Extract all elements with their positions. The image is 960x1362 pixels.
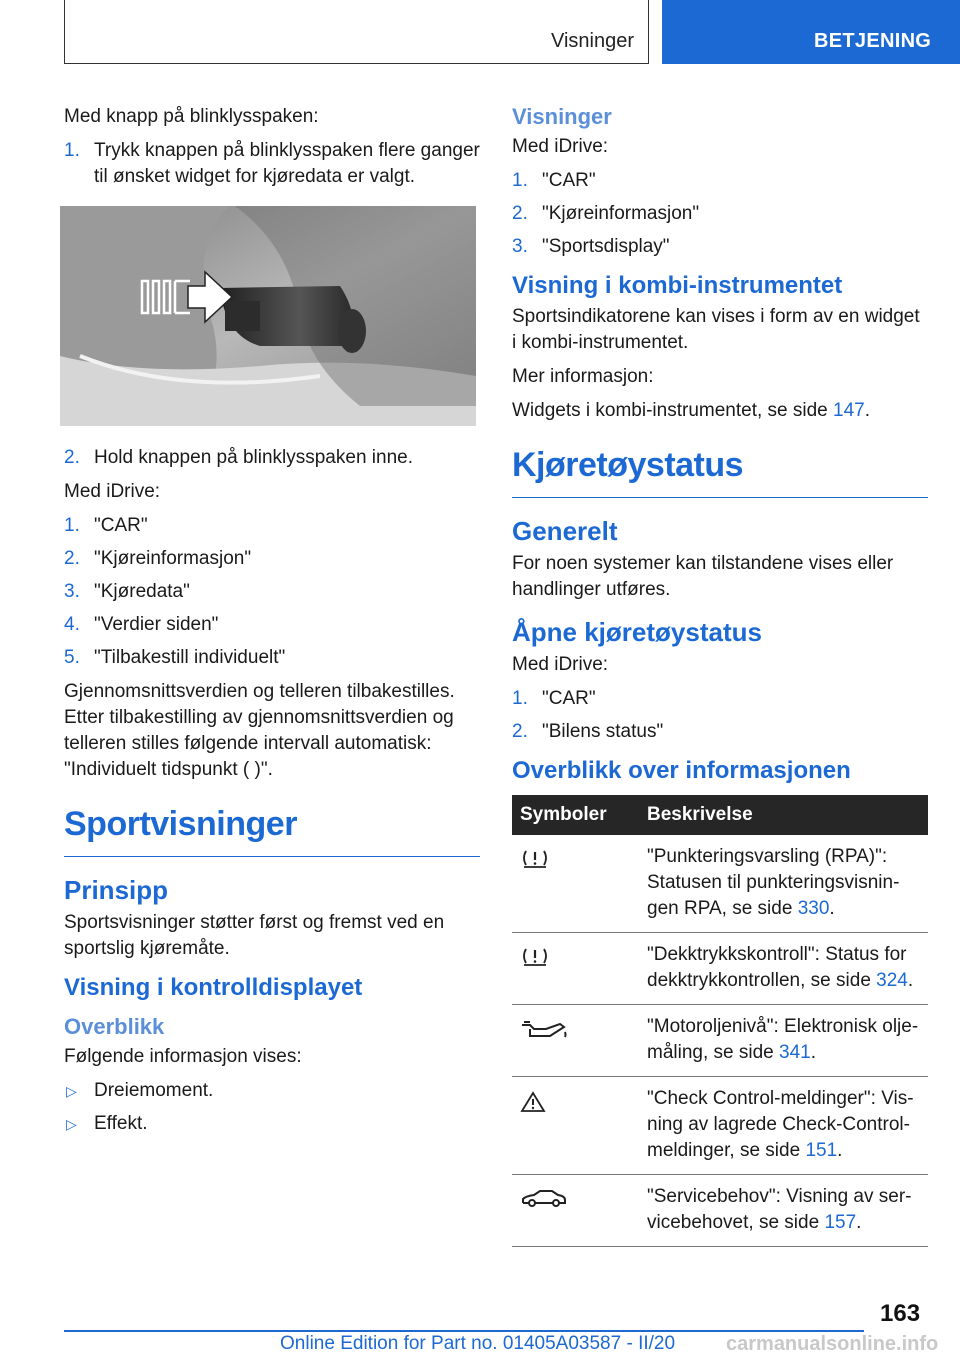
heading-prinsipp: Prinsipp	[64, 875, 169, 905]
info-bullets	[64, 1078, 480, 1137]
page-link[interactable]: 330	[797, 898, 830, 919]
tire-pressure-warning-icon	[520, 849, 550, 869]
tire-pressure-warning-icon	[520, 947, 550, 967]
col-description: Beskrivelse	[639, 795, 928, 835]
footer-edition: Online Edition for Part no. 01405A03587 - II/20	[280, 1333, 676, 1354]
heading-visninger: Visninger	[512, 104, 612, 129]
idrive-label: Med iDrive:	[512, 136, 609, 157]
right-column	[512, 104, 928, 1247]
watermark: carmanualsonline.info	[726, 1333, 939, 1355]
apne-steps	[512, 686, 928, 745]
col-symbol: Symboler	[512, 795, 639, 835]
list-item: 2. "Kjøreinformasjon"	[64, 548, 252, 569]
turn-signal-lever-photo	[60, 206, 476, 426]
car-service-icon	[520, 1189, 568, 1209]
triangle-bullet-icon: ▷	[66, 1116, 77, 1132]
oil-can-icon	[520, 1019, 568, 1041]
mer-info: Mer informasjon:	[512, 366, 654, 387]
list-item: ▷ Dreiemoment.	[64, 1078, 480, 1104]
heading-kjoretoystatus: Kjøretøystatus	[512, 446, 928, 498]
list-item: 5. "Tilbakestill individuelt"	[64, 647, 286, 668]
table-row: "Motoroljenivå": Elektronisk oljemåling, se side 341.	[512, 1005, 928, 1077]
generelt-text: For noen systemer kan tilstandene vises eller handlinger utføres.	[512, 553, 894, 600]
list-item: 2. "Bilens status"	[512, 721, 664, 742]
table-row: "Punkteringsvarsling (RPA)": Statusen til punkteringsvisningen RPA, se side 330.	[512, 835, 928, 933]
page-link[interactable]: 157	[824, 1212, 857, 1233]
list-item: 2. "Kjøreinformasjon"	[512, 203, 700, 224]
page-link[interactable]: 147	[833, 400, 865, 421]
page-link[interactable]: 324	[876, 970, 908, 991]
table-header-row	[512, 795, 928, 835]
steps-b	[64, 445, 480, 471]
page-link[interactable]: 151	[805, 1140, 838, 1161]
idrive-steps	[64, 513, 480, 671]
list-item: 3. "Sportsdisplay"	[512, 236, 670, 257]
header-chapter-tab: BETJENING	[662, 0, 960, 64]
triangle-bullet-icon: ▷	[66, 1083, 77, 1099]
heading-generelt: Generelt	[512, 516, 618, 546]
header-section-title: Visninger	[550, 30, 634, 52]
idrive-steps	[512, 168, 928, 260]
heading-apne-status: Åpne kjøretøystatus	[512, 617, 762, 647]
list-item: 1. Trykk knappen på blinklysspaken flere ganger til ønsket widget for kjøredata er valgt.	[64, 140, 480, 187]
list-item: ▷ Effekt.	[64, 1111, 480, 1137]
page-link[interactable]: 341	[779, 1042, 811, 1063]
page-number: 163	[880, 1300, 921, 1327]
overblikk-text: Følgende informasjon vises:	[64, 1046, 302, 1067]
list-item: 3. "Kjøredata"	[64, 581, 190, 602]
kombi-text: Sportsindikatorene kan vises i form av en widget i kombi-instrumentet.	[512, 306, 920, 353]
list-item: 1. "CAR"	[64, 515, 148, 536]
header-section-box	[64, 0, 649, 64]
footer-divider	[64, 1330, 864, 1332]
idrive-label: Med iDrive:	[64, 481, 161, 502]
intro-text: Med knapp på blinklysspaken:	[64, 106, 319, 127]
list-item: 1. "CAR"	[512, 170, 596, 191]
prinsipp-text: Sportsvisninger støtter først og fremst ved en sportslig kjøremåte.	[64, 912, 445, 959]
table-row: "Dekktrykkskontroll": Status for dekktrykkontrollen, se side 324.	[512, 933, 928, 1005]
list-item: 1. "CAR"	[512, 688, 596, 709]
steps-a	[64, 138, 480, 190]
status-table	[512, 795, 928, 1247]
table-row: "Servicebehov": Visning av servicebehovet, se side 157.	[512, 1175, 928, 1247]
heading-kontrolldisplay: Visning i kontrolldisplayet	[64, 974, 363, 1001]
reset-text: Gjennomsnittsverdien og telleren tilbakestilles. Etter tilbakestilling av gjennomsnittsverdien og telleren stilles følgende intervall automatisk: "Individuelt tidspunkt ( )".	[64, 681, 455, 780]
left-column	[64, 104, 480, 1145]
heading-overblikk: Overblikk	[64, 1014, 165, 1039]
heading-overblikk-info: Overblikk over informasjonen	[512, 757, 851, 784]
heading-kombi: Visning i kombi-instrumentet	[512, 272, 843, 299]
list-item: 4. "Verdier siden"	[64, 614, 219, 635]
list-item: 2. Hold knappen på blinklysspaken inne.	[64, 447, 413, 468]
heading-sportvisninger: Sportvisninger	[64, 805, 480, 857]
table-row: "Check Control-meldinger": Visning av lagrede Check-Control-meldinger, se side 151.	[512, 1077, 928, 1175]
apne-label: Med iDrive:	[512, 654, 609, 675]
warning-triangle-icon	[520, 1091, 546, 1113]
widgets-ref: Widgets i kombi-instrumentet, se side 147.	[512, 400, 870, 421]
